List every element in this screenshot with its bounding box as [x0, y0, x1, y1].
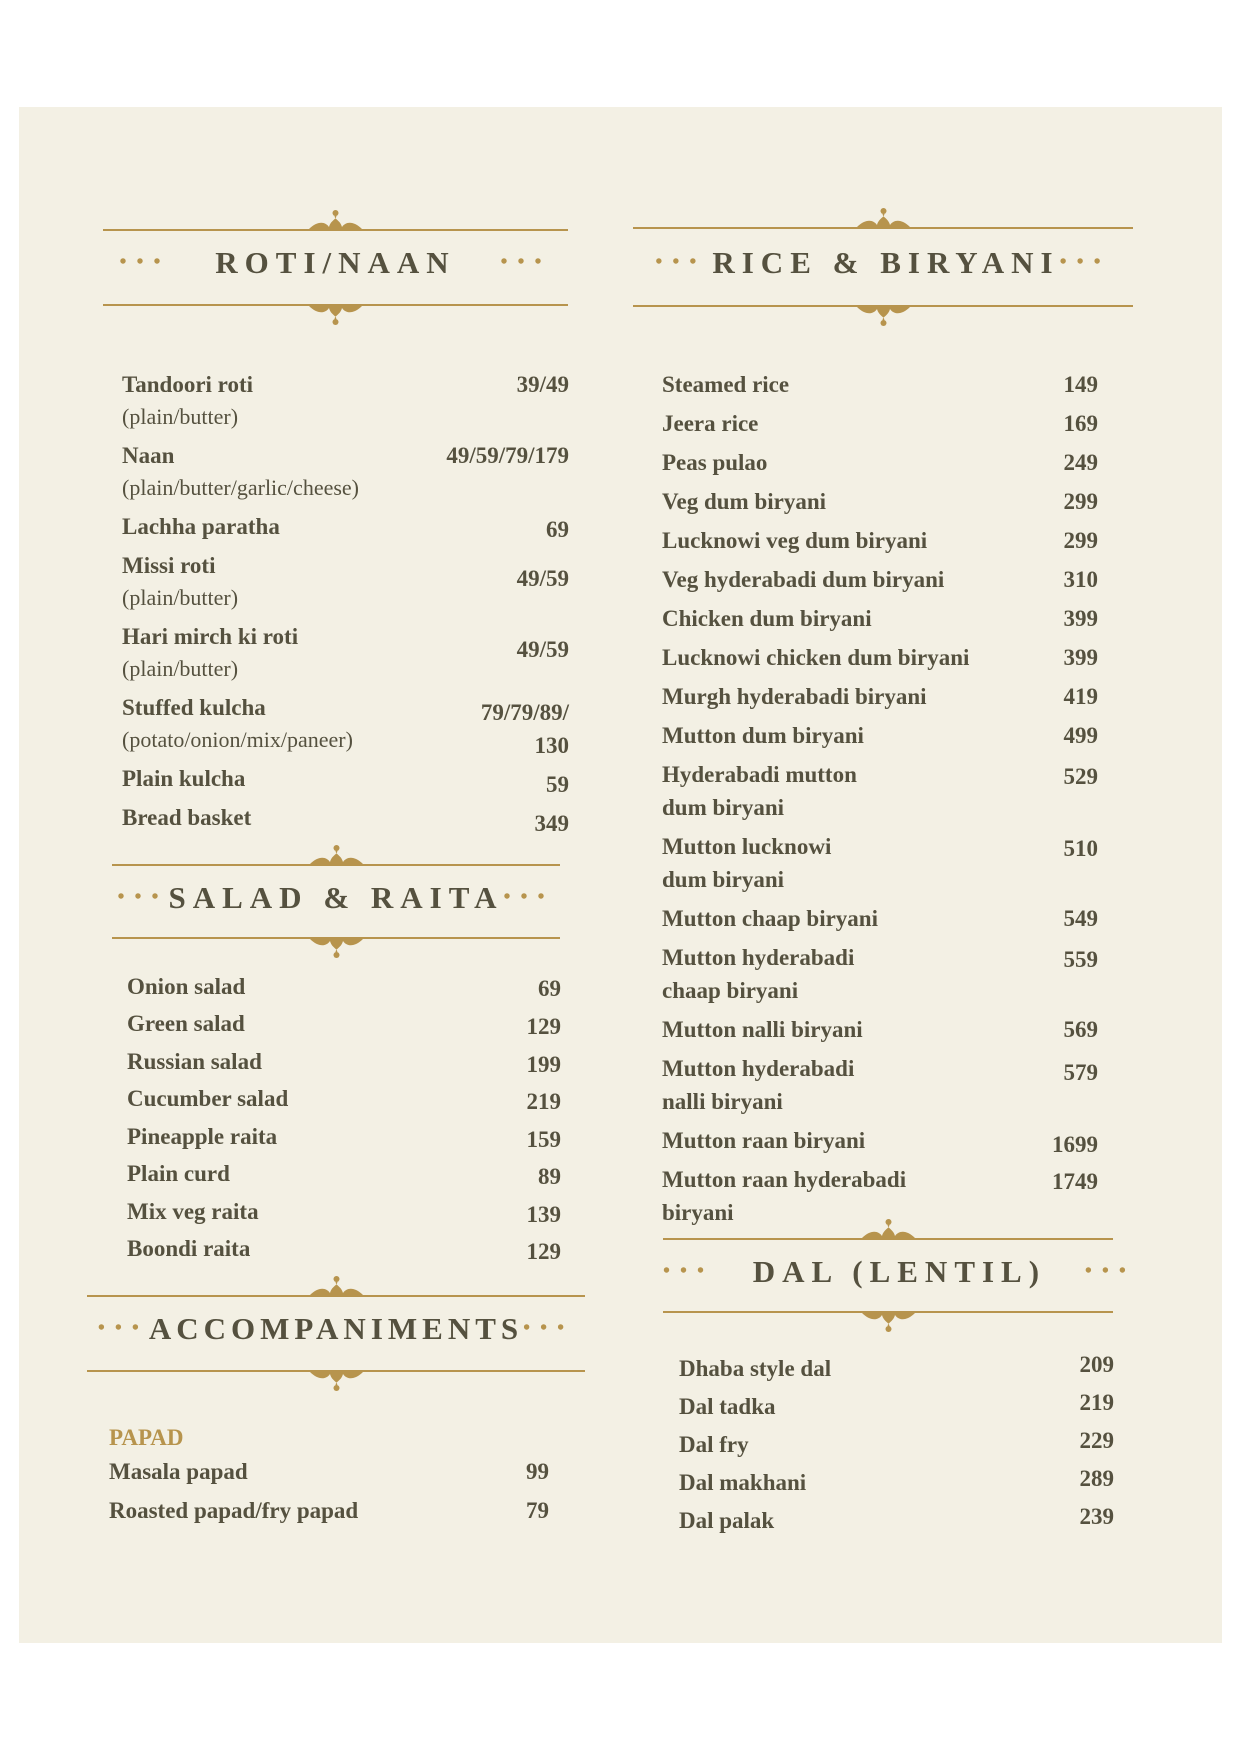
- ornament-top: [87, 1271, 585, 1301]
- item-price: 169: [1063, 411, 1098, 436]
- menu-item: Mix veg raita 139: [127, 1195, 561, 1228]
- menu-item: Dhaba style dal 209: [679, 1352, 1114, 1385]
- category-papad: PAPAD: [109, 1425, 184, 1450]
- menu-item: Plain kulcha 59: [122, 762, 569, 795]
- salad-raita-list: [127, 970, 561, 1270]
- menu-item: Boondi raita 129: [127, 1232, 561, 1265]
- menu-item: Masala papad 99: [109, 1455, 549, 1488]
- item-price: 49/59: [516, 566, 569, 591]
- menu-item: Mutton chaap biryani 549: [662, 902, 1098, 935]
- section-title-salad: SALAD & RAITA: [168, 880, 504, 915]
- section-title-rice: RICE & BIRYANI: [712, 245, 1060, 280]
- roti-naan-header: [103, 205, 568, 320]
- dots-left: •••: [663, 1260, 715, 1282]
- ornament-bottom: [103, 303, 568, 333]
- papad-list: [109, 1455, 549, 1535]
- menu-item: Tandoori roti (plain/butter) 39/49: [122, 368, 569, 432]
- menu-item: Mutton nalli biryani 569: [662, 1013, 1098, 1046]
- menu-item: Hari mirch ki roti (plain/butter) 49/59: [122, 624, 569, 681]
- salad-raita-header: [112, 840, 560, 955]
- item-price: 299: [1063, 489, 1098, 514]
- ornament-top: [103, 205, 568, 235]
- section-title-dal: DAL (LENTIL): [752, 1254, 1047, 1289]
- item-price: 49/59/79/179: [446, 443, 569, 468]
- menu-item: Peas pulao 249: [662, 446, 1098, 479]
- item-price: 249: [1063, 450, 1098, 475]
- menu-item: Dal makhani 289: [679, 1466, 1114, 1499]
- menu-item: Naan (plain/butter/garlic/cheese) 49/59/79/179: [122, 439, 569, 503]
- menu-item: Veg hyderabadi dum biryani 310: [662, 563, 1098, 596]
- menu-item: Mutton lucknowi dum biryani 510: [662, 834, 1098, 892]
- item-price: 129: [526, 1014, 561, 1039]
- dal-header: [663, 1214, 1136, 1329]
- menu-item: Dal tadka 219: [679, 1390, 1114, 1423]
- menu-item: Roasted papad/fry papad 79: [109, 1494, 549, 1527]
- rice-biryani-header: [633, 203, 1133, 323]
- item-price: 299: [1063, 528, 1098, 553]
- dots-left: •••: [117, 886, 169, 908]
- item-price: 229: [1079, 1428, 1114, 1453]
- menu-item: Mutton hyderabadi chaap biryani 559: [662, 945, 1098, 1003]
- item-price: 310: [1063, 567, 1098, 592]
- item-price: 209: [1079, 1352, 1114, 1377]
- item-price: 499: [1063, 723, 1098, 748]
- ornament-bottom: [663, 1310, 1113, 1340]
- section-title-accompaniments: ACCOMPANIMENTS: [148, 1311, 524, 1346]
- dots-left: •••: [119, 251, 171, 273]
- menu-item: Hyderabadi mutton dum biryani 529: [662, 762, 1098, 820]
- item-price: 49/59: [516, 637, 569, 662]
- item-price: 399: [1063, 606, 1098, 631]
- ornament-bottom: [633, 304, 1133, 334]
- menu-item: Pineapple raita 159: [127, 1120, 561, 1153]
- item-price: 69: [538, 976, 561, 1001]
- item-price: 39/49: [516, 372, 569, 397]
- menu-item: Dal palak 239: [679, 1504, 1114, 1537]
- menu-item: Mutton dum biryani 499: [662, 719, 1098, 752]
- item-price: 549: [1063, 906, 1098, 931]
- item-price: 349: [534, 811, 569, 836]
- dots-right: •••: [523, 1317, 575, 1339]
- ornament-top: [633, 203, 1133, 233]
- ornament-top: [663, 1214, 1113, 1244]
- item-price: 510: [1063, 836, 1098, 861]
- item-price: 129: [526, 1239, 561, 1264]
- menu-item: Stuffed kulcha (potato/onion/mix/paneer) 79/79/89/ 130: [122, 691, 569, 755]
- dots-right: •••: [503, 886, 555, 908]
- menu-item: Mutton raan hyderabadi biryani 1749: [662, 1167, 1098, 1225]
- ornament-bottom: [87, 1369, 585, 1399]
- item-price: 219: [1079, 1390, 1114, 1415]
- item-price: 1749: [1052, 1169, 1098, 1194]
- item-price: 219: [526, 1089, 561, 1114]
- item-price: 89: [538, 1164, 561, 1189]
- menu-item: Murgh hyderabadi biryani 419: [662, 680, 1098, 713]
- menu-item: Mutton raan biryani 1699: [662, 1124, 1098, 1157]
- item-price: 99: [526, 1459, 549, 1484]
- menu-item: Green salad 129: [127, 1007, 561, 1040]
- item-price: 59: [546, 772, 569, 797]
- menu-item: Russian salad 199: [127, 1045, 561, 1078]
- menu-item: Jeera rice 169: [662, 407, 1098, 440]
- item-price: 69: [546, 517, 569, 542]
- item-price: 559: [1063, 947, 1098, 972]
- item-price: 399: [1063, 645, 1098, 670]
- item-price: 569: [1063, 1017, 1098, 1042]
- menu-item: Chicken dum biryani 399: [662, 602, 1098, 635]
- menu-item: Lucknowi chicken dum biryani 399: [662, 641, 1098, 674]
- rice-biryani-list: [662, 368, 1098, 1228]
- item-price: 79: [526, 1498, 549, 1523]
- item-price: 579: [1063, 1060, 1098, 1085]
- item-price: 239: [1079, 1504, 1114, 1529]
- dal-list: [679, 1352, 1114, 1552]
- menu-item: Missi roti (plain/butter) 49/59: [122, 553, 569, 610]
- item-price: 159: [526, 1127, 561, 1152]
- menu-item: Bread basket 349: [122, 801, 569, 834]
- menu-item: Lucknowi veg dum biryani 299: [662, 524, 1098, 557]
- menu-item: Lachha paratha 69: [122, 510, 569, 543]
- dots-left: •••: [97, 1317, 149, 1339]
- menu-item: Plain curd 89: [127, 1157, 561, 1190]
- accompaniments-header: [87, 1271, 585, 1386]
- menu-item: Veg dum biryani 299: [662, 485, 1098, 518]
- dots-right: •••: [1059, 251, 1111, 273]
- menu-item: Mutton hyderabadi nalli biryani 579: [662, 1056, 1098, 1114]
- menu-item: Dal fry 229: [679, 1428, 1114, 1461]
- item-price: 529: [1063, 764, 1098, 789]
- roti-naan-list: [122, 368, 569, 838]
- item-price: 79/79/89/ 130: [480, 700, 569, 758]
- menu-item: Onion salad 69: [127, 970, 561, 1003]
- item-price: 199: [526, 1052, 561, 1077]
- item-price: 419: [1063, 684, 1098, 709]
- ornament-top: [112, 840, 560, 870]
- item-price: 289: [1079, 1466, 1114, 1491]
- item-price: 1699: [1052, 1132, 1098, 1157]
- dots-left: •••: [655, 251, 707, 273]
- dots-right: •••: [500, 251, 552, 273]
- item-price: 139: [526, 1202, 561, 1227]
- dots-right: •••: [1084, 1260, 1136, 1282]
- section-title-roti: ROTI/NAAN: [215, 245, 456, 280]
- menu-item: Steamed rice 149: [662, 368, 1098, 401]
- menu-item: Cucumber salad 219: [127, 1082, 561, 1115]
- item-price: 149: [1063, 372, 1098, 397]
- ornament-bottom: [112, 936, 560, 966]
